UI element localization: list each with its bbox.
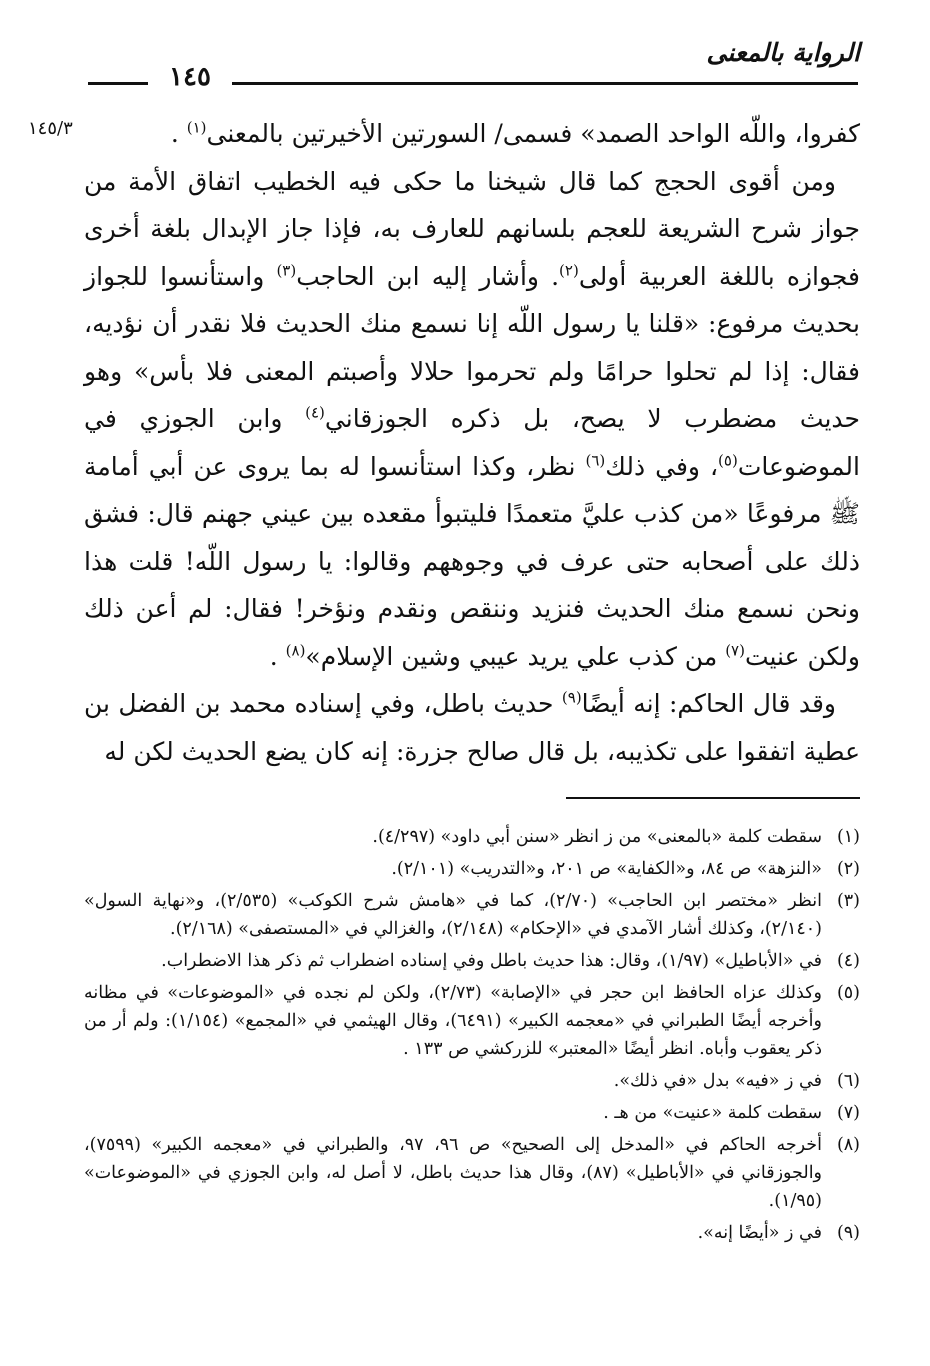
footnote-2	[84, 855, 860, 883]
footnote-number: (٤)	[836, 951, 860, 971]
footnote-number: (١)	[836, 827, 860, 847]
footnote-9	[84, 1219, 860, 1247]
footnote-number: (٩)	[836, 1223, 860, 1243]
footnote-marker-7: (٧)	[725, 641, 745, 660]
footnote-number: (٨)	[836, 1135, 860, 1155]
footnote-text: انظر «مختصر ابن الحاجب» (٢/٧٠)، كما في «هامش شرح الكوكب» (٢/٥٣٥)، و«نهاية السول» (٢/١٤٠)، وكذلك أشار الآمدي في «الإحكام» (٢/١٤٨)، والغزالي في «المستصفى» (٢/١٦٨).	[84, 891, 822, 939]
footnote-6	[84, 1067, 860, 1095]
paragraph-1: كفروا، واللّه الواحد الصمد» فسمى/ السورتين الأخيرتين بالمعنى$^{(١)}$ .	[170, 118, 860, 148]
footnote-text: سقطت كلمة «بالمعنى» من ز انظر «سنن أبي داود» (٤/٢٩٧).	[372, 827, 822, 847]
footnote-text: في «الأباطيل» (١/٩٧)، وقال: هذا حديث باطل وفي إسناده اضطراب ثم ذكر هذا الاضطراب.	[161, 951, 822, 971]
footnote-marker-8: (٨)	[285, 641, 306, 660]
footnote-marker-1: (١)	[186, 118, 207, 137]
footnote-separator	[566, 797, 860, 799]
main-text	[84, 110, 860, 775]
footnote-7	[84, 1099, 860, 1127]
footnote-text: في ز «فيه» بدل «في ذلك».	[613, 1071, 822, 1091]
footnote-number: (٧)	[836, 1103, 860, 1123]
footnote-marker-3: (٣)	[276, 261, 297, 280]
footnote-text: أخرجه الحاكم في «المدخل إلى الصحيح» ص ٩٦، ٩٧، والطبراني في «معجمه الكبير» (٧٥٩٩)، والجوزقاني في «الأباطيل» (٨٧)، وقال هذا حديث باطل، لا أصل له، وابن الجوزي في «الموضوعات» (١/٩٥).	[84, 1135, 823, 1211]
paragraph-2: ومن أقوى الحجج كما قال شيخنا ما حكى فيه الخطيب اتفاق الأمة من جواز شرح الشريعة للعجم بلسانهم للعارف به، فإذا جاز الإبدال بلغة أخرى فجوازه باللغة العربية أولى$^{(٢)}$. وأشار إليه ابن الحاجب$^{(٣)}$ واستأنسوا للجواز بحديث مرفوع: «قلنا يا رسول اللّه إنا نسمع منك الحديث فلا نقدر أن نؤديه، فقال: إذا لم تحلوا حرامًا ولم تحرموا حلالا وأصبتم المعنى فلا بأس» وهو حديث مضطرب لا يصح، بل ذكره الجوزقاني$^{(٤)}$ وابن الجوزي في الموضوعات$^{(٥)}$، وفي ذلك$^{(٦)}$ نظر، وكذا استأنسوا له بما يروى عن أبي أمامة ﷺ مرفوعًا «من كذب عليَّ متعمدًا فليتبوأ مقعده بين عيني جهنم قال: فشق ذلك على أصحابه حتى عرف في وجوههم وقالوا: يا رسول اللّه! قلت هذا ونحن نسمع منك الحديث فنزيد وننقص ونقدم ونؤخر! فقال: لم أعن ذلك ولكن عنيت$^{(٧)}$ من كذب علي يريد عيبي وشين الإسلام»$^{(٨)}$ .	[84, 166, 860, 671]
header-rule-right	[232, 82, 858, 85]
footnote-text: في ز «أيضًا إنه».	[697, 1223, 822, 1243]
footnote-5	[84, 979, 860, 1063]
footnote-4	[84, 947, 860, 975]
margin-reference: ١٤٥/٣	[28, 118, 73, 139]
footnote-text: وكذلك عزاه الحافظ ابن حجر في «الإصابة» (٢/٧٣)، ولكن لم نجده في «الموضوعات» في مظانه وأخرجه أيضًا الطبراني في «معجمه الكبير» (٦٤٩١)، وقال الهيثمي في «المجمع» (١/١٥٤): ولم أر من ذكر يعقوب وأباه. انظر أيضًا «المعتبر» للزركشي ص ١٣٣ .	[84, 983, 822, 1059]
footnote-marker-6: (٦)	[585, 451, 606, 470]
footnote-8	[84, 1131, 860, 1215]
footnote-3	[84, 887, 860, 943]
running-title: الرواية بالمعنى	[706, 38, 860, 67]
footnote-number: (٣)	[836, 891, 860, 911]
footnote-marker-2: (٢)	[559, 261, 579, 280]
footnote-marker-5: (٥)	[718, 451, 738, 470]
footnote-text: «النزهة» ص ٨٤، و«الكفاية» ص ٢٠١، و«التدريب» (٢/١٠١).	[391, 859, 822, 879]
footnote-number: (٢)	[836, 859, 860, 879]
footnote-marker-9: (٩)	[561, 688, 582, 707]
footnote-number: (٦)	[836, 1071, 860, 1091]
footnote-marker-4: (٤)	[305, 403, 325, 422]
paragraph-3: وقد قال الحاكم: إنه أيضًا$^{(٩)}$ حديث باطل، وفي إسناده محمد بن الفضل بن عطية اتفقوا على تكذيبه، بل قال صالح جزرة: إنه كان يضع الحديث لكن له	[84, 688, 860, 766]
header-rule-left	[88, 82, 148, 85]
footnotes	[84, 823, 860, 1251]
footnote-1	[84, 823, 860, 851]
footnote-text: سقطت كلمة «عنيت» من هـ .	[603, 1103, 822, 1123]
footnote-number: (٥)	[836, 983, 860, 1003]
page-number: ١٤٥	[169, 62, 211, 92]
